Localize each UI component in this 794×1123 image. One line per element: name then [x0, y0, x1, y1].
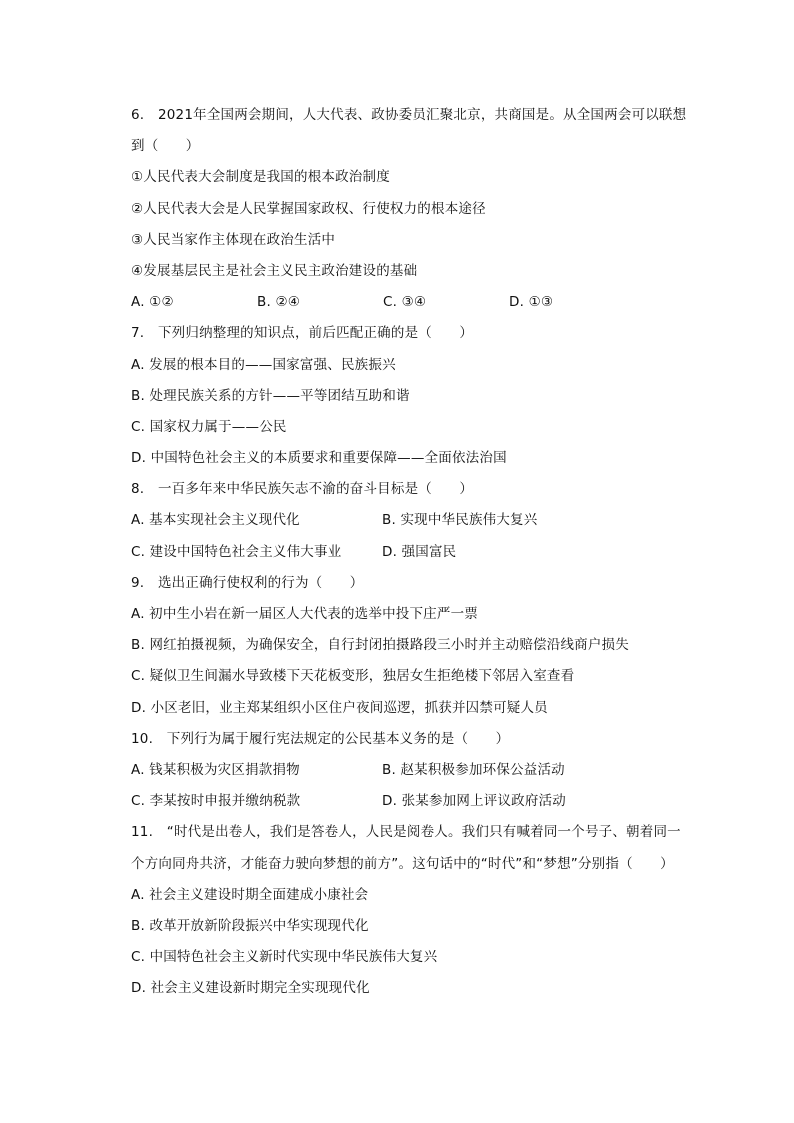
question-list — [131, 100, 701, 1004]
option-c: C. 建设中国特色社会主义伟大事业 — [131, 543, 342, 560]
statement: ④发展基层民主是社会主义民主政治建设的基础 — [131, 262, 418, 279]
option-a: A. 钱某积极为灾区捐款捐物 — [131, 761, 300, 778]
option-c: C. ③④ — [383, 294, 427, 311]
statement: ①人民代表大会制度是我国的根本政治制度 — [131, 169, 390, 186]
options-row — [131, 505, 701, 536]
option-d: D. ①③ — [509, 294, 554, 311]
option-b: B. 改革开放新阶段振兴中华实现现代化 — [131, 917, 369, 934]
options-row — [131, 786, 701, 817]
question-stem: 7. 下列归纳整理的知识点，前后匹配正确的是（ ） — [131, 325, 474, 342]
question-11 — [131, 817, 701, 1004]
option-c: C. 国家权力属于——公民 — [131, 418, 287, 435]
option-d: D. 中国特色社会主义的本质要求和重要保障——全面依法治国 — [131, 450, 507, 467]
question-stem: 个方向同舟共济，才能奋力驶向梦想的前方”。这句话中的“时代”和“梦想”分别指（ ） — [131, 855, 674, 872]
question-6 — [131, 100, 701, 318]
statement: ②人民代表大会是人民掌握国家政权、行使权力的根本途径 — [131, 200, 486, 217]
question-10 — [131, 724, 701, 818]
options-row — [131, 755, 701, 786]
statement: ③人民当家作主体现在政治生活中 — [131, 231, 336, 248]
question-7 — [131, 318, 701, 474]
option-a: A. 社会主义建设时期全面建成小康社会 — [131, 886, 369, 903]
option-a: A. 基本实现社会主义现代化 — [131, 512, 300, 529]
option-d: D. 张某参加网上评议政府活动 — [382, 793, 566, 810]
question-stem: 8. 一百多年来中华民族矢志不渝的奋斗目标是（ ） — [131, 481, 474, 498]
question-stem: 到（ ） — [131, 138, 200, 155]
question-8 — [131, 474, 701, 568]
option-d: D. 小区老旧，业主郑某组织小区住户夜间巡逻，抓获并囚禁可疑人员 — [131, 699, 548, 716]
options-row — [131, 287, 701, 318]
option-b: B. 网红拍摄视频，为确保安全，自行封闭拍摄路段三小时并主动赔偿沿线商户损失 — [131, 637, 629, 654]
option-a: A. 发展的根本目的——国家富强、民族振兴 — [131, 356, 396, 373]
question-stem: 10. 下列行为属于履行宪法规定的公民基本义务的是（ ） — [131, 730, 510, 747]
option-b: B. 实现中华民族伟大复兴 — [382, 512, 538, 529]
option-d: D. 社会主义建设新时期完全实现现代化 — [131, 980, 370, 997]
question-stem: 11. “时代是出卷人，我们是答卷人，人民是阅卷人。我们只有喊着同一个号子、朝着同一 — [131, 824, 681, 841]
option-a: A. 初中生小岩在新一届区人大代表的选举中投下庄严一票 — [131, 606, 478, 622]
option-c: C. 疑似卫生间漏水导致楼下天花板变形，独居女生拒绝楼下邻居入室查看 — [131, 668, 575, 685]
options-row — [131, 537, 701, 568]
question-9 — [131, 568, 701, 724]
option-c: C. 李某按时申报并缴纳税款 — [131, 793, 301, 810]
option-b: B. ②④ — [257, 294, 301, 311]
option-c: C. 中国特色社会主义新时代实现中华民族伟大复兴 — [131, 949, 438, 966]
question-stem: 9. 选出正确行使权利的行为（ ） — [131, 574, 364, 591]
option-a: A. ①② — [131, 294, 174, 311]
option-b: B. 赵某积极参加环保公益活动 — [382, 761, 565, 778]
option-d: D. 强国富民 — [382, 543, 457, 560]
option-b: B. 处理民族关系的方针——平等团结互助和谐 — [131, 387, 410, 404]
question-stem: 6. 2021年全国两会期间，人大代表、政协委员汇聚北京，共商国是。从全国两会可以联想 — [131, 107, 687, 123]
